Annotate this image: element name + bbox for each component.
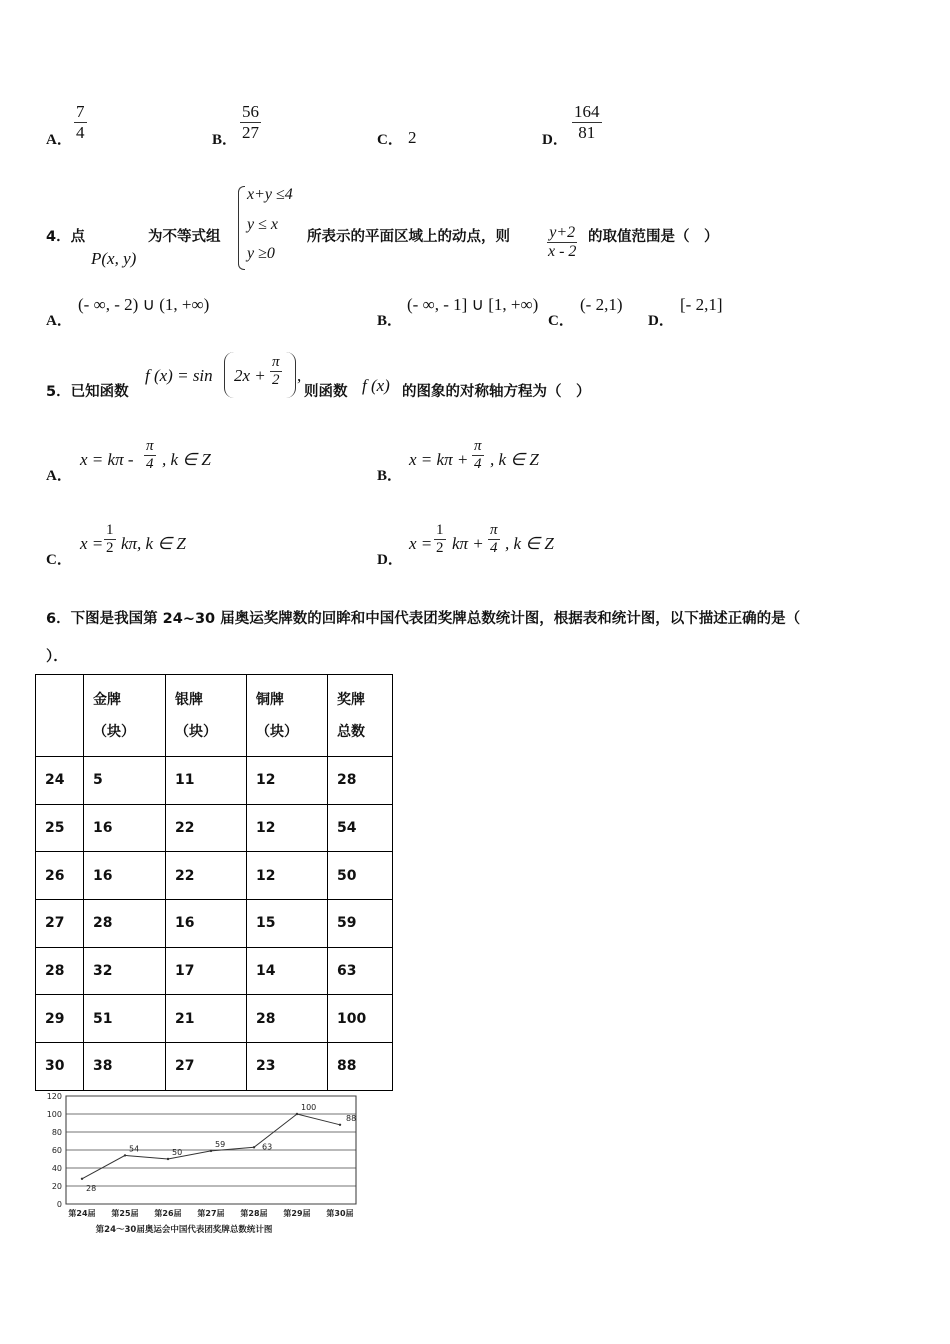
q4-option-b-value: (- ∞, - 1] ∪ [1, +∞) — [407, 295, 539, 314]
q5-option-d-mid: kπ + — [452, 534, 484, 553]
q5-arg-fraction — [270, 354, 282, 390]
y-tick-label: 0 — [56, 1200, 62, 1209]
table-cell: 63 — [328, 947, 393, 995]
table-cell: 22 — [166, 852, 247, 900]
table-cell: 59 — [328, 900, 393, 948]
table-row — [36, 852, 393, 900]
q4-system-line-3: y ≥0 — [247, 245, 275, 262]
table-cell: 28 — [36, 947, 84, 995]
q5-tail: 的图象的对称轴方程为（ ） — [402, 384, 591, 400]
x-tick-label: 第27届 — [197, 1209, 225, 1218]
fraction-denominator: x - 2 — [548, 243, 577, 261]
table-header-cell — [36, 675, 84, 757]
header-line: 总数 — [337, 723, 365, 740]
fraction-denominator: 2 — [106, 540, 114, 557]
q6-line-1: 6．下图是我国第 24~30 届奥运奖牌数的回眸和中国代表团奖牌总数统计图，根据表和统计图，以下描述正确的是（ — [46, 611, 801, 627]
y-tick-label: 100 — [46, 1110, 62, 1119]
data-label: 54 — [129, 1144, 140, 1154]
table-cell: 16 — [166, 900, 247, 948]
data-point — [210, 1150, 212, 1152]
table-header-cell — [328, 675, 393, 757]
table-cell: 12 — [247, 852, 328, 900]
q5-option-c-label: C． — [46, 552, 72, 568]
table-cell: 51 — [84, 995, 166, 1043]
fraction-numerator: π — [488, 522, 500, 540]
fraction-numerator: 7 — [76, 102, 85, 121]
table-cell: 16 — [84, 852, 166, 900]
table-header-cell — [166, 675, 247, 757]
y-tick-label: 60 — [51, 1146, 62, 1155]
table-cell: 27 — [166, 1043, 247, 1091]
fraction-denominator: 27 — [242, 122, 259, 142]
table-cell: 28 — [84, 900, 166, 948]
q5-option-b-post: , k ∈ Z — [490, 450, 539, 469]
fraction-numerator: 56 — [242, 102, 259, 121]
table-cell: 21 — [166, 995, 247, 1043]
table-cell: 24 — [36, 757, 84, 805]
table-row — [36, 900, 393, 948]
q3-option-d-value — [572, 102, 602, 142]
data-label: 63 — [262, 1142, 273, 1152]
q5-option-a-label: A． — [46, 468, 72, 484]
x-tick-label: 第26届 — [154, 1209, 182, 1218]
q5-option-d-fraction-1 — [434, 522, 446, 558]
q5-option-d-label: D． — [377, 552, 403, 568]
q5-prefix: 5．已知函数 — [46, 384, 129, 400]
q5-option-c-post: kπ, k ∈ Z — [121, 534, 186, 553]
data-point — [253, 1146, 255, 1148]
q6-line-2: ）． — [46, 649, 68, 665]
q5-arg-left: 2x + — [234, 366, 266, 385]
q5-option-b-pre: x = kπ + — [409, 450, 469, 469]
data-point — [296, 1113, 298, 1115]
table-cell: 14 — [247, 947, 328, 995]
table-cell: 28 — [247, 995, 328, 1043]
table-cell: 26 — [36, 852, 84, 900]
table-row — [36, 947, 393, 995]
chart-y-ticks — [47, 1092, 62, 1209]
q3-options — [0, 100, 950, 150]
data-point — [339, 1124, 341, 1126]
q5-option-c-pre: x = — [80, 534, 104, 553]
fraction-denominator: 4 — [490, 540, 498, 557]
table-cell: 12 — [247, 757, 328, 805]
table-row — [36, 995, 393, 1043]
table-cell: 23 — [247, 1043, 328, 1091]
data-point — [124, 1154, 126, 1156]
q5-option-d-fraction-2 — [488, 522, 500, 558]
y-tick-label: 40 — [51, 1164, 62, 1173]
table-row — [36, 757, 393, 805]
q5-comma: , — [297, 366, 302, 385]
q3-option-b-label: B． — [212, 132, 238, 148]
table-cell: 50 — [328, 852, 393, 900]
data-label: 59 — [215, 1139, 226, 1149]
q5-mid: 则函数 — [304, 384, 348, 400]
header-line: （块） — [175, 723, 217, 740]
table-cell: 25 — [36, 804, 84, 852]
q3-option-c-label: C． — [377, 132, 403, 148]
table-cell: 27 — [36, 900, 84, 948]
q5-option-d-post: , k ∈ Z — [505, 534, 554, 553]
q3-option-d-label: D． — [542, 132, 568, 148]
fraction-denominator: 81 — [578, 122, 596, 142]
q4-mid: 为不等式组 — [148, 229, 221, 245]
chart-x-ticks — [68, 1208, 353, 1218]
fraction-numerator: π — [270, 354, 282, 372]
x-tick-label: 第30届 — [326, 1209, 354, 1218]
q3-option-b-value — [240, 102, 261, 142]
fraction-denominator: 4 — [76, 122, 85, 142]
header-line: 铜牌 — [256, 691, 284, 708]
table-cell: 16 — [84, 804, 166, 852]
q5-function-2: f (x) — [362, 376, 390, 395]
fraction-denominator: 2 — [436, 540, 444, 557]
table-cell: 11 — [166, 757, 247, 805]
q5-option-a-post: , k ∈ Z — [162, 450, 211, 469]
table-cell: 29 — [36, 995, 84, 1043]
table-header-cell — [247, 675, 328, 757]
q3-option-c-value: 2 — [408, 128, 417, 147]
table-cell: 38 — [84, 1043, 166, 1091]
q4-option-a-value: (- ∞, - 2) ∪ (1, +∞) — [78, 295, 210, 314]
data-label: 100 — [301, 1103, 317, 1112]
header-line: （块） — [93, 723, 135, 740]
header-line: 金牌 — [93, 691, 121, 708]
q5-option-b-label: B． — [377, 468, 403, 484]
q4-option-c-value: (- 2,1) — [580, 295, 623, 314]
medal-table — [35, 674, 393, 1091]
x-tick-label: 第28届 — [240, 1209, 268, 1218]
fraction-numerator: π — [144, 438, 156, 456]
system-brace — [238, 186, 245, 270]
header-line: 奖牌 — [337, 691, 365, 708]
y-tick-label: 20 — [51, 1182, 62, 1191]
medal-total-line-chart — [36, 1088, 366, 1240]
data-label: 28 — [86, 1183, 97, 1193]
table-cell: 22 — [166, 804, 247, 852]
table-cell: 88 — [328, 1043, 393, 1091]
table-cell: 15 — [247, 900, 328, 948]
chart-data-labels — [81, 1103, 356, 1193]
q3-option-a-label: A． — [46, 132, 72, 148]
q4-suffix: 所表示的平面区域上的动点，则 — [307, 229, 510, 245]
q4-point: P(x, y) — [91, 249, 137, 268]
q3-option-a-value — [74, 102, 87, 142]
q5-function: f (x) = sin — [145, 366, 213, 385]
table-cell: 32 — [84, 947, 166, 995]
q4-option-a-label: A． — [46, 313, 72, 329]
q4-tail: 的取值范围是（ ） — [588, 229, 719, 245]
y-tick-label: 120 — [46, 1092, 62, 1101]
table-row — [36, 804, 393, 852]
table-cell: 5 — [84, 757, 166, 805]
fraction-numerator: y+2 — [547, 224, 577, 243]
fraction-numerator: π — [472, 438, 484, 456]
q4-option-d-value: [- 2,1] — [680, 295, 723, 314]
x-tick-label: 第29届 — [283, 1209, 311, 1218]
q4-option-d-label: D． — [648, 313, 674, 329]
table-cell: 54 — [328, 804, 393, 852]
y-tick-label: 80 — [51, 1128, 62, 1137]
q5-option-c-fraction — [104, 522, 116, 558]
fraction-numerator: 1 — [104, 522, 116, 540]
header-line: 银牌 — [175, 691, 203, 708]
table-header-cell — [84, 675, 166, 757]
q4-system-line-2: y ≤ x — [247, 216, 278, 233]
q5-option-b-fraction — [472, 438, 484, 474]
q5-option-a-pre: x = kπ - — [80, 450, 134, 469]
q5-option-d-pre: x = — [409, 534, 433, 553]
table-cell: 30 — [36, 1043, 84, 1091]
q4-system-line-1: x+y ≤4 — [247, 186, 293, 203]
table-cell: 100 — [328, 995, 393, 1043]
data-point — [167, 1158, 169, 1160]
fraction-numerator: 164 — [574, 102, 600, 121]
q4-option-b-label: B． — [377, 313, 403, 329]
fraction-numerator: 1 — [434, 522, 446, 540]
data-point — [81, 1178, 83, 1180]
data-label: 50 — [172, 1148, 183, 1157]
x-tick-label: 第25届 — [111, 1209, 139, 1218]
x-tick-label: 第24届 — [68, 1209, 96, 1218]
header-line: （块） — [256, 723, 298, 740]
chart-title: 第24～30届奥运会中国代表团奖牌总数统计图 — [95, 1225, 273, 1235]
q4-option-c-label: C． — [548, 313, 574, 329]
fraction-denominator: 2 — [272, 372, 280, 389]
fraction-denominator: 4 — [474, 456, 482, 473]
table-cell: 28 — [328, 757, 393, 805]
fraction-denominator: 4 — [146, 456, 154, 473]
table-row — [36, 1043, 393, 1091]
data-label: 88 — [346, 1113, 357, 1123]
table-cell: 17 — [166, 947, 247, 995]
q4-ratio — [546, 224, 578, 262]
q4-prefix: 4．点 — [46, 229, 86, 245]
table-cell: 12 — [247, 804, 328, 852]
table-header-row — [36, 675, 393, 757]
q5-option-a-fraction — [144, 438, 156, 474]
series-line — [82, 1114, 340, 1179]
